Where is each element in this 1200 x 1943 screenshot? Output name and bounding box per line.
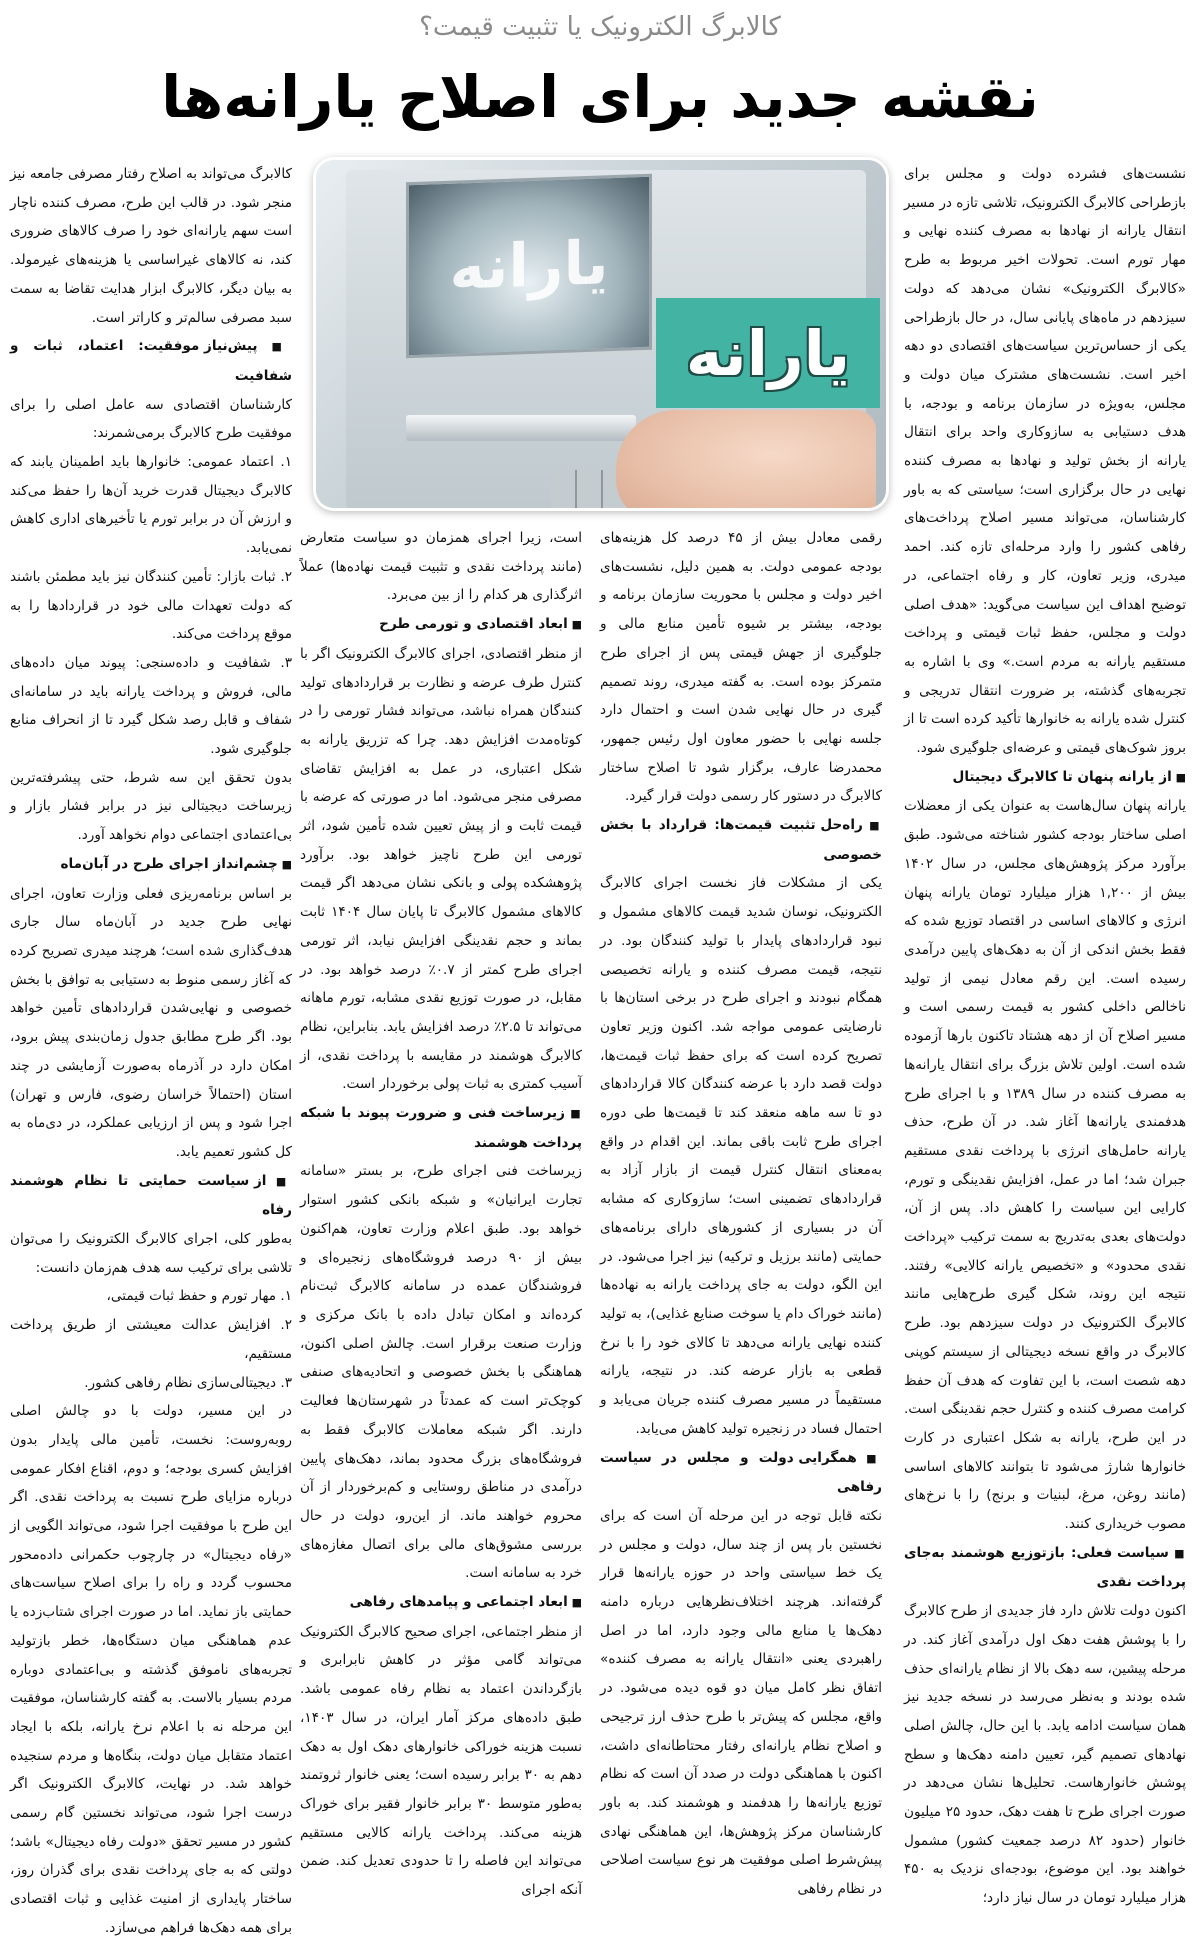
paragraph: در این مسیر، دولت با دو چالش اصلی روبه‌روست: نخست، تأمین مالی پایدار بدون افزایش کسری بودجه؛ و دوم، اقناع افکار عمومی درباره مزایای طرح نسبت به پرداخت نقدی. اگر این طرح با موفقیت اجرا شود، می‌تواند الگویی از «رفاه دیجیتال» در چارچوب حکمرانی داده‌محور محسوب گردد و راه را برای اصلاح سیاست‌های حمایتی باز نماید. اما در صورت اجرای شتاب‌زده یا عدم هماهنگی میان دستگاه‌ها، خطر بازتولید تجربه‌های ناموفق گذشته و بی‌اعتمادی دوباره مردم بسیار بالاست. به گفته کارشناسان، موفقیت این مرحله نه با اعلام نرخ یارانه، بلکه با ایجاد اعتماد متقابل میان دولت، بنگاه‌ها و مردم سنجیده خواهد شد. در نهایت، کالابرگ الکترونیک اگر درست اجرا شود، می‌تواند نخستین گام رسمی کشور در مسیر تحقق «دولت رفاه دیجیتال» باشد؛ دولتی که به جای پرداخت نقدی برای گذران روز، ساختار پایداری از امنیت غذایی و ثبات اقتصادی برای همه دهک‌ها فراهم می‌سازد. <box>10 1403 292 1936</box>
section-subheading: ■ از سیاست حمایتی تا نظام هوشمند رفاه <box>10 1167 292 1225</box>
section-subheading: ■ سیاست فعلی: بازتوزیع هوشمند به‌جای پرداخت نقدی <box>904 1539 1186 1597</box>
section-subheading: ■ راه‌حل تثبیت قیمت‌ها: قرارداد با بخش خصوصی <box>600 811 882 869</box>
paragraph: یارانه پنهان سال‌هاست به عنوان یکی از معضلات اصلی ساختار بودجه کشور شناخته می‌شود. طبق برآورد مرکز پژوهش‌های مجلس، در سال ۱۴۰۲ بیش از ۱,۲۰۰ هزار میلیارد تومان یارانه پنهان انرژی و کالاهای اساسی در اقتصاد توزیع شده که فقط بخش اندکی از آن به دهک‌های پایین درآمدی رسیده است. این رقم معادل نیمی از تولید ناخالص داخلی کشور به قیمت رسمی است و مسیر اصلاح آن از دهه هشتاد تاکنون بارها آزموده شده است. اولین تلاش بزرگ برای انتقال یارانه‌ها به مصرف کننده در سال ۱۳۸۹ و با اجرای طرح هدفمندی یارانه‌ها آغاز شد. در آن طرح، حذف یارانه حامل‌های انرژی با پرداخت نقدی مستقیم جبران شد؛ اما در عمل، افزایش نقدینگی و تورم، کارایی این سیاست را کاهش داد. پس از آن، دولت‌های بعدی به‌تدریج به سمت ترکیب «پرداخت نقدی محدود» و «تخصیص یارانه کالایی» رفتند. نتیجه این روند، شکل گیری طرح‌هایی مانند کالابرگ الکترونیک در دولت سیزدهم بود. طرح کالابرگ در واقع نسخه دیجیتالی از سیستم کوپنی دهه شصت است، با این تفاوت که هدف آن حفظ کرامت مصرف کننده و کنترل حجم نقدینگی است. در این طرح، یارانه به شکل اعتباری در کارت خانوارها شارژ می‌شود تا بتوانند کالاهای اساسی (مانند روغن، مرغ، لبنیات و برنج) را با نرخ‌های مصوب خریداری کنند. <box>904 798 1186 1533</box>
paragraph: ۳. شفافیت و داده‌سنجی: پیوند میان داده‌های مالی، فروش و پرداخت یارانه باید در سامانه‌ای شفاف و قابل رصد شکل گیرد تا از انحراف منابع جلوگیری شود. <box>10 654 292 758</box>
article-column-3 <box>300 524 582 1905</box>
article-headline: نقشه جدید برای اصلاح یارانه‌ها <box>161 63 1039 131</box>
article-column-4 <box>10 160 292 1943</box>
paragraph: به‌طور کلی، اجرای کالابرگ الکترونیک را می‌توان تلاشی برای ترکیب سه هدف هم‌زمان دانست: <box>10 1231 292 1276</box>
article-photo <box>316 160 886 508</box>
article-column-2 <box>600 524 882 1904</box>
paragraph: از منظر اقتصادی، اجرای کالابرگ الکترونیک اگر با کنترل طرف عرضه و نظارت بر قراردادهای تولید کنندگان همراه نباشد، می‌تواند فشار تورمی را در کوتاه‌مدت افزایش دهد. چرا که تزریق یارانه به شکل اعتباری، در عمل به افزایش تقاضای مصرفی منجر می‌شود. اما در صورتی که عرضه با قیمت ثابت و از پیش تعیین شده تأمین شود، اثر تورمی این طرح ناچیز خواهد بود. برآورد پژوهشکده پولی و بانکی نشان می‌دهد اگر قیمت کالاهای مشمول کالابرگ تا پایان سال ۱۴۰۴ ثابت بماند و حجم نقدینگی افزایش نیابد، اثر تورمی اجرای طرح کمتر از ۰.۷٪ درصد خواهد بود. در مقابل، در صورت توزیع نقدی مشابه، تورم ماهانه می‌تواند تا ۲.۵٪ درصد افزایش یابد. بنابراین، نظام کالابرگ هوشمند در مقایسه با پرداخت نقدی، از آسیب کمتری به ثبات پولی برخوردار است. <box>300 645 582 1093</box>
paragraph: ۲. ثبات بازار: تأمین کنندگان نیز باید مطمئن باشند که دولت تعهدات مالی خود در قراردادها را به موقع پرداخت می‌کند. <box>10 568 292 643</box>
section-subheading: ■ همگرایی دولت و مجلس در سیاست رفاهی <box>600 1444 882 1502</box>
section-subheading: ■ ابعاد اجتماعی و پیامدهای رفاهی <box>300 1588 582 1618</box>
paragraph: بدون تحقق این سه شرط، حتی پیشرفته‌ترین زیرساخت دیجیتالی نیز در برابر فشار بازار و بی‌اعتمادی اجتماعی دوام نخواهد آورد. <box>10 769 292 844</box>
subsidy-badge: یارانه <box>656 298 880 408</box>
section-subheading: ■ از یارانه پنهان تا کالابرگ دیجیتال <box>904 763 1186 793</box>
atm-screen <box>406 174 652 359</box>
hand-image <box>616 410 876 508</box>
atm-screen-text: یارانه <box>449 228 609 304</box>
article-column-1 <box>904 160 1186 1913</box>
atm-card-slot <box>406 415 636 441</box>
paragraph: اکنون دولت تلاش دارد فاز جدیدی از طرح کالابرگ را با پوشش هفت دهک اول درآمدی آغاز کند. در مرحله پیشین، سه دهک بالا از نظام یارانه‌ای حذف شده بودند و به‌نظر می‌رسد در نسخه جدید نیز همان سیاست ادامه یابد. با این حال، چالش اصلی نهادهای تصمیم گیر، تعیین دامنه دهک‌ها و سطح پوشش خانوارهاست. تحلیل‌ها نشان می‌دهد در صورت اجرای طرح تا هفت دهک، حدود ۲۵ میلیون خانوار (حدود ۸۲ درصد جمعیت کشور) مشمول خواهند بود. این موضوع، بودجه‌ای نزدیک به ۴۵۰ هزار میلیارد تومان در سال نیاز دارد؛ <box>904 1603 1186 1907</box>
paragraph: نشست‌های فشرده دولت و مجلس برای بازطراحی کالابرگ الکترونیک، تلاشی تازه در مسیر انتقال یارانه از نهادها به مصرف کننده نهایی و مهار تورم است. تحولات اخیر مربوط به طرح «کالابرگ الکترونیک» نشان می‌دهد که دولت سیزدهم در ماه‌های پایانی سال، در حال بازطراحی یکی از حساس‌ترین سیاست‌های اقتصادی دو دهه اخیر است. نشست‌های مشترک میان دولت و مجلس، به‌ویژه در سازمان برنامه و بودجه، با هدف دستیابی به سازوکاری واحد برای انتقال یارانه از بخش تولید و نهادها به مصرف کننده نهایی در حال برگزاری است؛ سیاستی که به باور کارشناسان، می‌تواند مسیر اصلاح پرداخت‌های رفاهی کشور را وارد مرحله‌ای تازه کند. احمد میدری، وزیر تعاون، کار و رفاه اجتماعی، در توضیح اهداف این سیاست می‌گوید: «هدف اصلی دولت و مجلس، حفظ ثبات قیمتی و پرداخت مستقیم یارانه به مردم است.» وی با اشاره به تجربه‌های گذشته، بر ضرورت انتقال تدریجی و کنترل شده یارانه به خانوارها تأکید کرده است تا از بروز شوک‌های قیمتی و عرضه‌ای جلوگیری شود. <box>904 166 1186 757</box>
article-kicker: کالابرگ الکترونیک یا تثبیت قیمت؟ <box>419 12 781 42</box>
paragraph: ۲. افزایش عدالت معیشتی از طریق پرداخت مستقیم، <box>10 1317 292 1362</box>
paragraph: ۱. مهار تورم و حفظ ثبات قیمتی، <box>106 1288 292 1305</box>
paragraph: رقمی معادل بیش از ۴۵ درصد کل هزینه‌های بودجه عمومی دولت. به همین دلیل، نشست‌های اخیر دولت و مجلس با محوریت سازمان برنامه و بودجه، بیشتر بر شیوه تأمین منابع مالی و جلوگیری از جهش قیمتی پس از اجرای طرح متمرکز بوده است. به گفته میدری، روند تصمیم گیری در حال نهایی شدن است و احتمال دارد جلسه نهایی با حضور معاون اول رئیس جمهور، محمدرضا عارف، برگزار شود تا اصلاح ساختار کالابرگ در دستور کار رسمی دولت قرار گیرد. <box>600 530 882 805</box>
paragraph: است، زیرا اجرای همزمان دو سیاست متعارض (مانند پرداخت نقدی و تثبیت قیمت نهاده‌ها) عملاً اثرگذاری هر کدام را از بین می‌برد. <box>300 530 582 604</box>
paragraph: کالابرگ می‌تواند به اصلاح رفتار مصرفی جامعه نیز منجر شود. در قالب این طرح، مصرف کننده ناچار است سهم یارانه‌ای خود را صرف کالاهای ضروری کند، نه کالاهای غیراساسی یا هزینه‌های غیرمولد. به بیان دیگر، کالابرگ ابزار هدایت تقاضا به سمت سبد مصرفی سالم‌تر و کاراتر است. <box>10 166 292 326</box>
paragraph: از منظر اجتماعی، اجرای صحیح کالابرگ الکترونیک می‌تواند گامی مؤثر در کاهش نابرابری و بازگرداندن اعتماد به نظام رفاه عمومی باشد. طبق داده‌های مرکز آمار ایران، در سال ۱۴۰۳، نسبت هزینه خوراکی خانوارهای دهک اول به دهک دهم به ۳۰ برابر رسیده است؛ یعنی خانوار ثروتمند به‌طور متوسط ۳۰ برابر خانوار فقیر برای خوراک هزینه می‌کند. پرداخت یارانه کالایی مستقیم می‌تواند این فاصله را تا حدودی تعدیل کند. ضمن آنکه اجرای <box>300 1623 582 1899</box>
section-subheading: ■ چشم‌انداز اجرای طرح در آبان‌ماه <box>10 850 292 880</box>
paragraph: بر اساس برنامه‌ریزی فعلی وزارت تعاون، اجرای نهایی طرح جدید در آبان‌ماه سال جاری هدف‌گذاری شده است؛ هرچند میدری تصریح کرده که آغاز رسمی منوط به دستیابی به توافق با بخش خصوصی و نهایی‌شدن قراردادهای تأمین خواهد بود. اگر طرح مطابق جدول زمان‌بندی پیش برود، امکان دارد در آذرماه به‌صورت آزمایشی در چند استان (احتمالاً خراسان رضوی، فارس و تهران) اجرا شود و پس از ارزیابی عملکرد، در دی‌ماه به کل کشور تعمیم یابد. <box>10 885 292 1160</box>
paragraph: یکی از مشکلات فاز نخست اجرای کالابرگ الکترونیک، نوسان شدید قیمت کالاهای مشمول و نبود قراردادهای پایدار با تولید کنندگان بود. در نتیجه، قیمت مصرف کننده و یارانه تخصیصی همگام نبودند و اجرای طرح در برخی استان‌ها با نارضایتی عمومی مواجه شد. اکنون وزیر تعاون تصریح کرده است که برای حفظ ثبات قیمت‌ها، دولت قصد دارد با عرضه کنندگان کالا قراردادهای دو تا سه ماهه منعقد کند تا قیمت‌ها طی دوره اجرای طرح ثابت باقی بماند. این اقدام در واقع به‌معنای انتقال کنترل قیمت از بازار آزاد به قراردادهای تضمینی است؛ سازوکاری که مشابه آن در بسیاری از کشورهای دارای برنامه‌های حمایتی (مانند برزیل و ترکیه) نیز اجرا می‌شود. در این الگو، دولت به جای پرداخت یارانه به نهاده‌ها (مانند خوراک دام یا سوخت صنایع غذایی)، به تولید کننده نهایی یارانه می‌دهد تا کالای خود را با نرخ قطعی به بازار عرضه کند. در نتیجه، یارانه مستقیماً در مسیر مصرف کننده جریان می‌یابد و احتمال فساد در زنجیره تولید کاهش می‌یابد. <box>600 875 882 1437</box>
paragraph: زیرساخت فنی اجرای طرح، بر بستر «سامانه تجارت ایرانیان» و شبکه بانکی کشور استوار خواهد بود. طبق اعلام وزارت تعاون، هم‌اکنون بیش از ۹۰ درصد فروشگاه‌های زنجیره‌ای و فروشندگان عمده در سامانه کالابرگ ثبت‌نام کرده‌اند و امکان تبادل داده با بانک مرکزی و وزارت صنعت برقرار است. چالش اصلی اکنون، هماهنگی با بخش خصوصی و اتحادیه‌های صنفی کوچک‌تر است که عمدتاً در شهرستان‌ها فعالیت دارند. اگر شبکه معاملات کالابرگ فقط به فروشگاه‌های بزرگ محدود بماند، دهک‌های پایین درآمدی در مناطق روستایی و کم‌برخوردار از آن محروم خواهند ماند. از این‌رو، دولت در حال بررسی مشوق‌های مالی برای اتصال مغازه‌های خرد به سامانه است. <box>300 1163 583 1582</box>
paragraph: ۳. دیجیتالی‌سازی نظام رفاهی کشور. <box>84 1374 292 1391</box>
section-subheading: ■ زیرساخت فنی و ضرورت پیوند با شبکه پرداخت هوشمند <box>300 1099 582 1157</box>
paragraph: ۱. اعتماد عمومی: خانوارها باید اطمینان یابند که کالابرگ دیجیتال قدرت خرید آن‌ها را حفظ می‌کند و ارزش آن در برابر تورم یا تأخیرهای اداری کاهش نمی‌یابد. <box>10 454 292 557</box>
paragraph: نکته قابل توجه در این مرحله آن است که برای نخستین بار پس از چند سال، دولت و مجلس در یک خط سیاستی واحد در حوزه یارانه‌ها قرار گرفته‌اند. هرچند اختلاف‌نظرهایی درباره دامنه دهک‌ها یا منابع مالی وجود دارد، اما در اصل راهبردی یعنی «انتقال یارانه به مصرف کننده» اتفاق نظر کامل میان دو قوه دیده می‌شود. در واقع، مجلس که پیش‌تر با طرح حذف ارز ترجیحی و اصلاح نظام یارانه‌ای رفتار محتاطانه‌ای داشت، اکنون با هماهنگی دولت در صدد آن است که نظام توزیع یارانه‌ها را هدفمند و هوشمند کند. به باور کارشناسان مرکز پژوهش‌ها، این هماهنگی نهادی پیش‌شرط اصلی موفقیت هر نوع سیاست اصلاحی در نظام رفاهی <box>600 1507 882 1898</box>
section-subheading: ■ ابعاد اقتصادی و تورمی طرح <box>300 610 582 640</box>
section-subheading: ■ پیش‌نیاز موفقیت: اعتماد، ثبات و شفافیت <box>10 332 292 390</box>
paragraph: کارشناسان اقتصادی سه عامل اصلی را برای موفقیت طرح کالابرگ برمی‌شمرند: <box>10 396 292 442</box>
